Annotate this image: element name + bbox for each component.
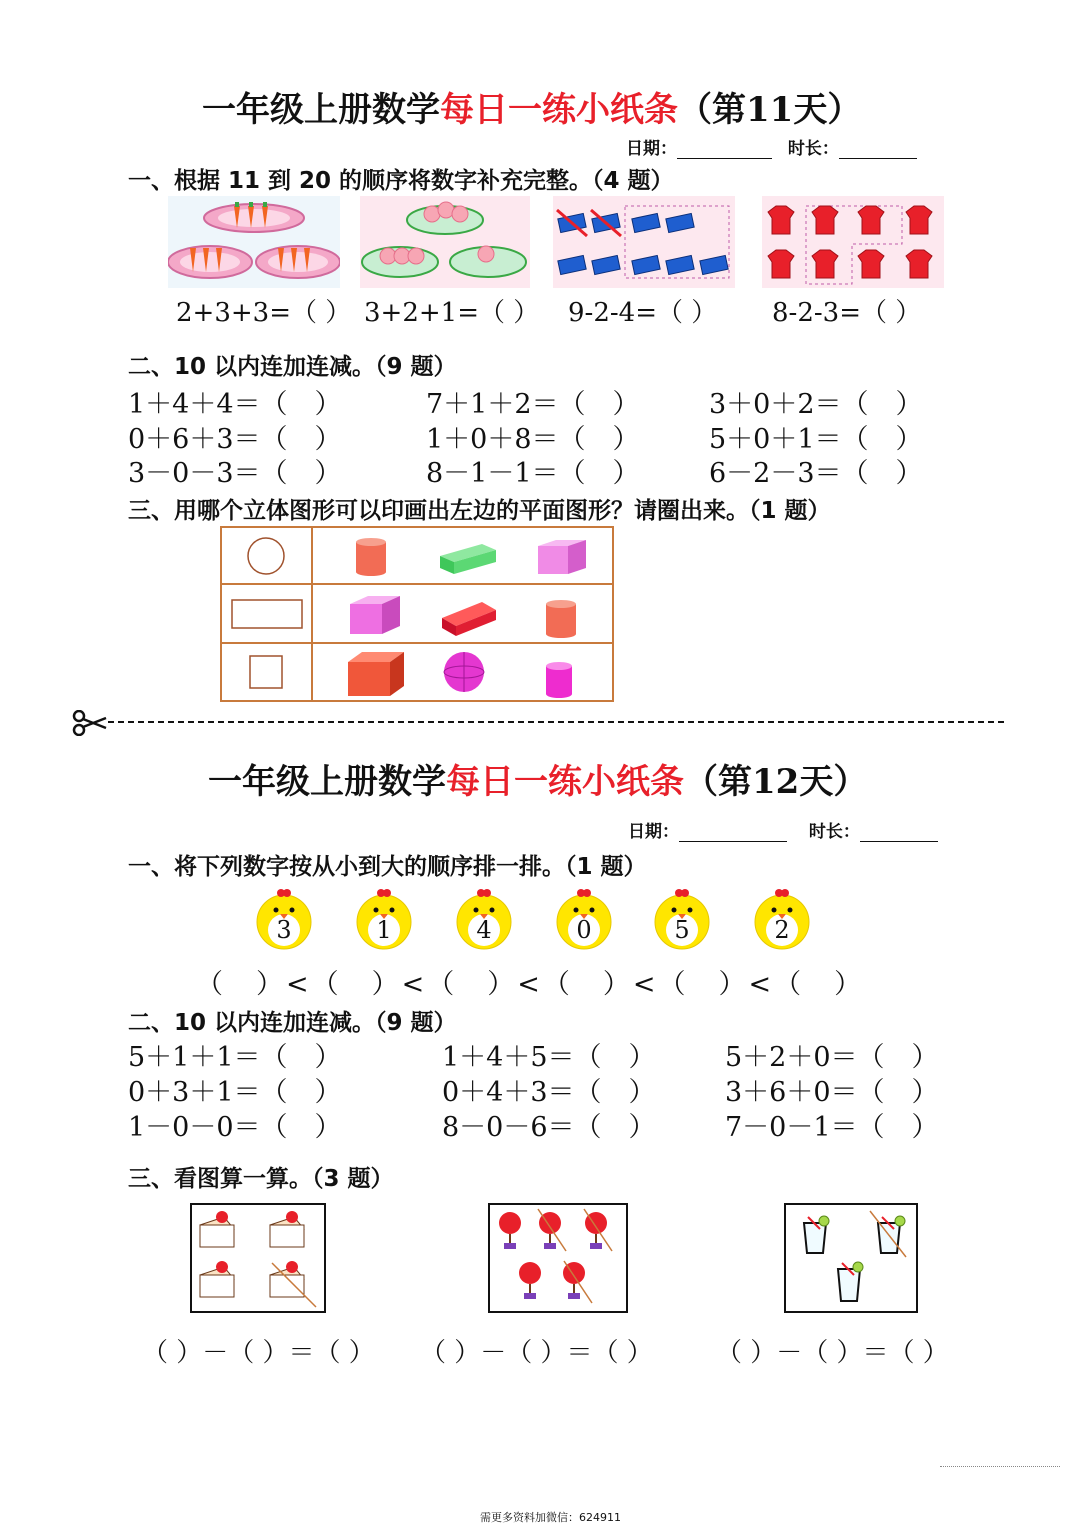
sheet1-q1-heading: 一、根据 11 到 20 的顺序将数字补充完整。（4 题） [128, 168, 674, 194]
duration-blank[interactable] [839, 144, 917, 159]
s2-eq-r2c1: 0＋3＋1＝（ ） [128, 1077, 342, 1108]
chick-number: 0 [576, 916, 592, 944]
cuboid-red-icon [442, 602, 496, 636]
chick-number: 2 [774, 916, 790, 944]
chick-number-icon [354, 886, 414, 950]
q1-equation-1: 2+3+3=（ ） [176, 298, 352, 328]
s2-eq-r3c2: 8－0－6＝（ ） [442, 1112, 656, 1143]
cube-magenta-icon [350, 596, 400, 634]
s2-eq-r2c3: 3＋6＋0＝（ ） [725, 1077, 939, 1108]
s2-eq-r1c1: 5＋1＋1＝（ ） [128, 1042, 342, 1073]
dresses-picture [762, 196, 944, 288]
s1-eq-r1c3: 3＋0＋2＝（ ） [709, 389, 923, 420]
corner-dotted-line [940, 1466, 1060, 1467]
chick-number: 5 [674, 916, 690, 944]
s2-eq-r3c3: 7－0－1＝（ ） [725, 1112, 939, 1143]
square-shape-icon [250, 656, 282, 688]
chick-number-icon [652, 886, 712, 950]
sheet2-q2-heading: 二、10 以内连加连减。（9 题） [128, 1010, 457, 1036]
picture-formula-3: （ ）－（ ）＝（ ） [716, 1338, 949, 1368]
scissors-icon [72, 710, 108, 736]
s2-eq-r2c2: 0＋4＋3＝（ ） [442, 1077, 656, 1108]
sheet1-q3-heading: 三、用哪个立体图形可以印画出左边的平面图形？请圈出来。（1 题） [128, 498, 831, 524]
s2-eq-r1c2: 1＋4＋5＝（ ） [442, 1042, 656, 1073]
rectangle-shape-icon [232, 600, 302, 628]
s1-eq-r2c1: 0＋6＋3＝（ ） [128, 424, 342, 455]
cut-dashed-line [108, 721, 1004, 723]
sheet1-q2-heading: 二、10 以内连加连减。（9 题） [128, 354, 457, 380]
sheet2-q1-heading: 一、将下列数字按从小到大的顺序排一排。（1 题） [128, 854, 647, 880]
lollipops-picture [488, 1203, 628, 1313]
carrot-plates-picture [168, 196, 340, 288]
drinks-picture [784, 1203, 918, 1313]
sheet2-date-duration: 日期： 时长： [628, 817, 938, 842]
plate-icon [204, 204, 304, 232]
footer-note: 需更多资料加微信：624911 [480, 1511, 621, 1524]
solid-shapes-table [220, 526, 614, 702]
cakes-picture [190, 1203, 326, 1313]
s2-eq-r1c3: 5＋2＋0＝（ ） [725, 1042, 939, 1073]
cube-pink-icon [538, 540, 586, 574]
sheet2-title: 一年级上册数学每日一练小纸条（第12天） [208, 762, 868, 802]
duration-blank[interactable] [860, 827, 938, 842]
sphere-icon [444, 652, 484, 692]
peach-plates-picture [360, 196, 530, 288]
s1-eq-r3c2: 8－1－1＝（ ） [426, 458, 640, 489]
date-blank[interactable] [679, 827, 787, 842]
q1-equation-4: 8-2-3=（ ） [772, 298, 922, 328]
cylinder-magenta-icon [546, 662, 572, 698]
sheet2-q3-heading: 三、看图算一算。（3 题） [128, 1166, 394, 1192]
s1-eq-r3c3: 6－2－3＝（ ） [709, 458, 923, 489]
s1-eq-r3c1: 3－0－3＝（ ） [128, 458, 342, 489]
date-blank[interactable] [677, 144, 772, 159]
chick-number-icon [254, 886, 314, 950]
books-picture [553, 196, 735, 288]
q1-equation-3: 9-2-4=（ ） [568, 298, 718, 328]
chick-number: 1 [376, 916, 392, 944]
q1-equation-2: 3+2+1=（ ） [364, 298, 540, 328]
sheet1-date-duration: 日期： 时长： [626, 134, 917, 159]
chick-number: 4 [476, 916, 492, 944]
cylinder-icon [356, 538, 386, 576]
sheet1-title: 一年级上册数学每日一练小纸条（第11天） [202, 90, 862, 130]
chick-number-icon [752, 886, 812, 950]
s1-eq-r1c2: 7＋1＋2＝（ ） [426, 389, 640, 420]
chick-number: 3 [276, 916, 292, 944]
picture-formula-2: （ ）－（ ）＝（ ） [420, 1338, 653, 1368]
s1-eq-r2c2: 1＋0＋8＝（ ） [426, 424, 640, 455]
cylinder-orange-icon [546, 600, 576, 638]
s1-eq-r2c3: 5＋0＋1＝（ ） [709, 424, 923, 455]
cuboid-green-icon [440, 544, 496, 574]
cube-red-icon [348, 652, 404, 696]
chick-number-icon [554, 886, 614, 950]
ordering-line: （ ）<（ ）<（ ）<（ ）<（ ）<（ ） [196, 969, 865, 1000]
chick-number-icon [454, 886, 514, 950]
s1-eq-r1c1: 1＋4＋4＝（ ） [128, 389, 342, 420]
picture-formula-1: （ ）－（ ）＝（ ） [142, 1338, 375, 1368]
s2-eq-r3c1: 1－0－0＝（ ） [128, 1112, 342, 1143]
circle-shape-icon [248, 538, 284, 574]
